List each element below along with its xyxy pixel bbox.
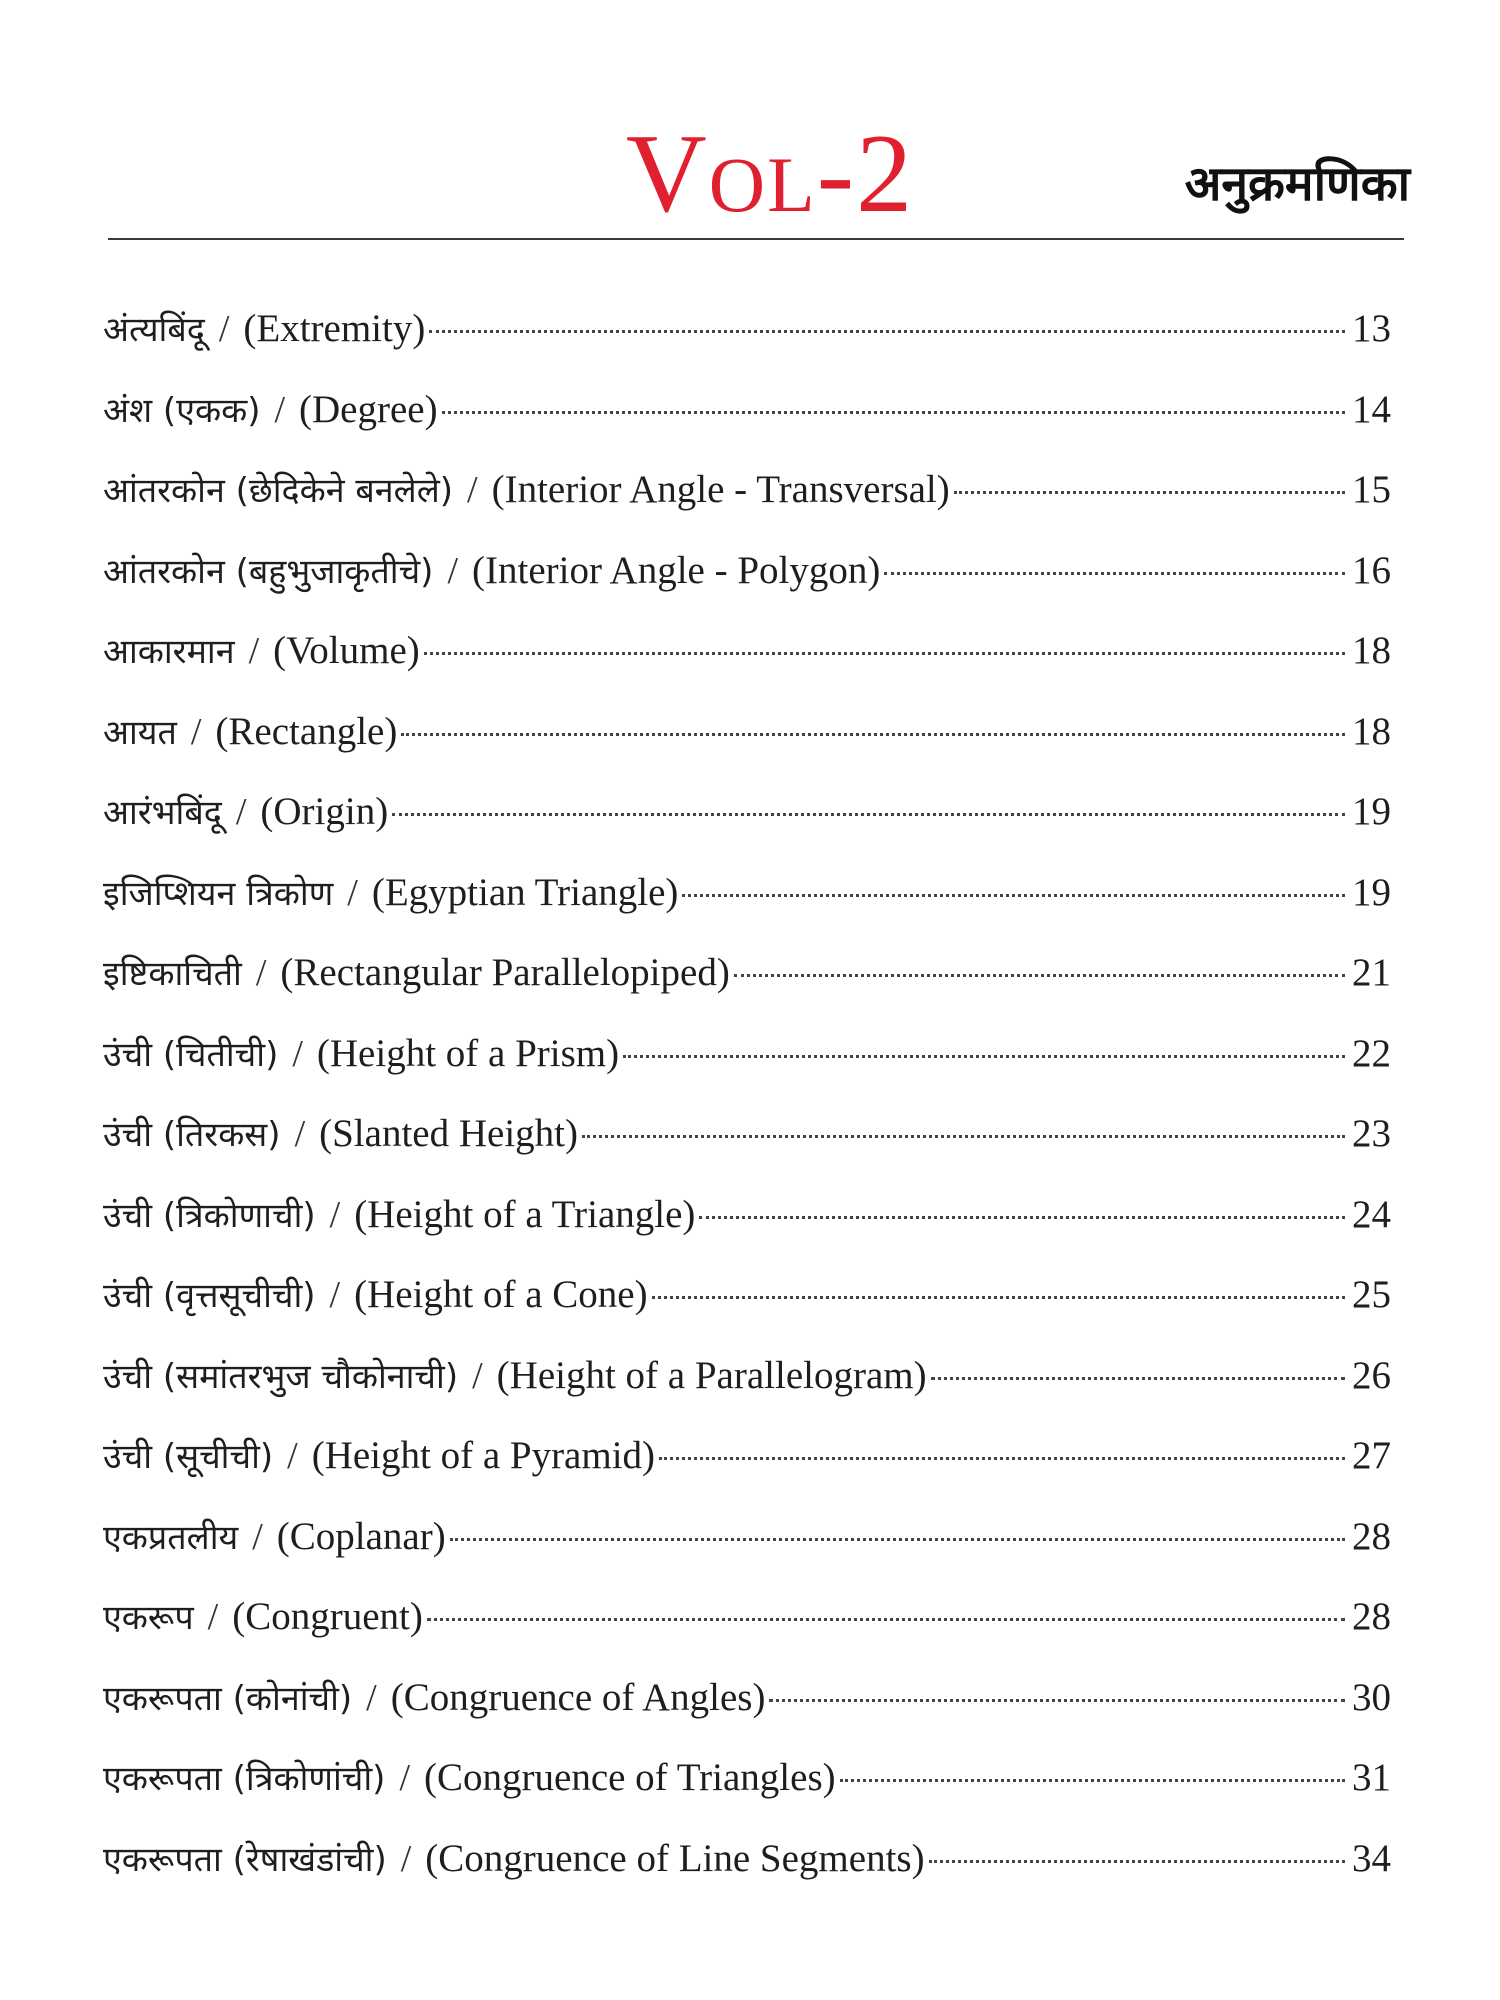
entry-marathi-term: आंतरकोन (बहुभुजाकृतीचे) [103, 551, 434, 592]
entry-page-number: 28 [1352, 1514, 1391, 1558]
dot-leader [401, 733, 1345, 736]
entry-english-term: (Extremity) [243, 307, 426, 350]
toc-entry [103, 1432, 1391, 1513]
entry-marathi-term: आयत [103, 712, 177, 753]
entry-marathi-term: एकरूप [103, 1598, 194, 1638]
entry-page-number: 24 [1352, 1192, 1391, 1236]
entry-english-term: (Congruence of Triangles) [424, 1756, 836, 1799]
entry-english-term: (Height of a Parallelogram) [496, 1353, 927, 1397]
dot-leader [682, 894, 1345, 897]
entry-page-number: 18 [1352, 629, 1391, 672]
entry-page-number: 16 [1352, 548, 1391, 592]
toc-entry [103, 1674, 1391, 1755]
entry-marathi-term: उंची (चितीची) [103, 1034, 279, 1075]
toc-entry [103, 1271, 1391, 1352]
entry-page-number: 26 [1352, 1353, 1391, 1397]
dot-leader [954, 491, 1345, 494]
dot-leader [450, 1538, 1345, 1541]
dot-leader [884, 572, 1345, 575]
entry-page-number: 13 [1352, 307, 1391, 350]
entry-english-term: (Congruent) [232, 1595, 423, 1638]
entry-marathi-term: उंची (वृत्तसूचीची) [103, 1276, 316, 1316]
entry-separator: / [248, 630, 260, 672]
entry-separator: / [190, 710, 202, 753]
dot-leader [429, 330, 1345, 333]
entry-marathi-term: एकरूपता (रेषाखंडांची) [103, 1839, 387, 1880]
entry-page-number: 21 [1352, 951, 1391, 994]
entry-english-term: (Height of a Cone) [354, 1273, 648, 1316]
toc-entry [103, 1593, 1391, 1674]
entry-page-number: 30 [1352, 1675, 1391, 1719]
toc-entry [103, 1835, 1391, 1916]
entry-separator: / [366, 1676, 377, 1719]
entry-separator: / [292, 1032, 303, 1075]
toc-entry [103, 869, 1391, 950]
entry-english-term: (Height of a Pyramid) [311, 1434, 656, 1477]
toc-entry [103, 949, 1391, 1030]
entry-separator: / [235, 791, 247, 833]
entry-page-number: 22 [1352, 1031, 1391, 1075]
entry-english-term: (Origin) [260, 790, 389, 833]
entry-separator: / [207, 1596, 219, 1638]
entry-marathi-term: एकरूपता (त्रिकोणांची) [103, 1759, 386, 1799]
entry-marathi-term: आरंभबिंदू [103, 793, 222, 833]
entry-english-term: (Volume) [273, 629, 420, 672]
entry-english-term: (Egyptian Triangle) [371, 870, 679, 914]
entry-page-number: 27 [1352, 1434, 1391, 1477]
entry-marathi-term: इष्टिकाचिती [103, 954, 242, 994]
entry-english-term: (Height of a Triangle) [354, 1192, 696, 1236]
entry-separator: / [347, 871, 358, 914]
entry-separator: / [252, 1515, 263, 1558]
entry-marathi-term: आकारमान [103, 632, 235, 672]
entry-separator: / [467, 469, 478, 511]
entry-english-term: (Congruence of Line Segments) [425, 1836, 925, 1880]
entry-page-number: 19 [1352, 790, 1391, 833]
entry-marathi-term: आंतरकोन (छेदिकेने बनलेले) [103, 471, 454, 511]
dot-leader [734, 974, 1345, 977]
entry-page-number: 34 [1352, 1836, 1391, 1880]
index-heading: अनुक्रमणिका [1184, 156, 1410, 212]
dot-leader [392, 813, 1345, 816]
entry-page-number: 14 [1352, 387, 1391, 431]
entry-marathi-term: इजिप्शियन त्रिकोण [103, 873, 334, 914]
entry-separator: / [447, 549, 459, 592]
entry-page-number: 15 [1352, 468, 1391, 511]
dot-leader [659, 1457, 1345, 1460]
entry-separator: / [329, 1193, 341, 1236]
dot-leader [424, 652, 1345, 655]
entry-page-number: 28 [1352, 1595, 1391, 1638]
dot-leader [840, 1779, 1345, 1782]
entry-marathi-term: उंची (सूचीची) [103, 1437, 274, 1477]
entry-separator: / [329, 1274, 341, 1316]
entry-separator: / [472, 1354, 483, 1397]
entry-marathi-term: उंची (त्रिकोणाची) [103, 1195, 316, 1236]
entry-english-term: (Interior Angle - Transversal) [491, 468, 950, 511]
entry-marathi-term: उंची (समांतरभुज चौकोनाची) [103, 1356, 459, 1397]
entry-marathi-term: एकरूपता (कोनांची) [103, 1678, 353, 1719]
entry-page-number: 23 [1352, 1112, 1391, 1155]
entry-marathi-term: उंची (तिरकस) [103, 1115, 281, 1155]
dot-leader [769, 1699, 1345, 1702]
dot-leader [582, 1135, 1345, 1138]
entry-separator: / [399, 1757, 411, 1799]
entry-english-term: (Rectangular Parallelopiped) [280, 951, 730, 994]
entry-separator: / [255, 952, 267, 994]
entry-marathi-term: अंत्यबिंदू [103, 310, 205, 350]
toc-entry [103, 627, 1391, 708]
toc-entry [103, 305, 1391, 386]
entry-page-number: 19 [1352, 870, 1391, 914]
toc-entry [103, 788, 1391, 869]
entry-marathi-term: एकप्रतलीय [103, 1517, 239, 1558]
entry-english-term: (Rectangle) [215, 709, 398, 753]
entry-separator: / [400, 1837, 412, 1880]
entry-separator: / [218, 308, 230, 350]
dot-leader [442, 411, 1345, 414]
toc-entry [103, 1513, 1391, 1594]
toc-entry [103, 708, 1391, 789]
header-divider [108, 238, 1404, 240]
entry-page-number: 18 [1352, 709, 1391, 753]
toc-entry [103, 1110, 1391, 1191]
toc-entry [103, 1030, 1391, 1111]
dot-leader [427, 1618, 1345, 1621]
entry-separator: / [287, 1435, 298, 1477]
entry-english-term: (Slanted Height) [319, 1112, 578, 1155]
dot-leader [623, 1055, 1345, 1058]
dot-leader [931, 1377, 1345, 1380]
dot-leader [699, 1216, 1345, 1219]
entry-separator: / [274, 388, 286, 431]
entry-english-term: (Coplanar) [276, 1514, 446, 1558]
entry-english-term: (Degree) [299, 387, 438, 431]
dot-leader [929, 1860, 1345, 1863]
toc-entry [103, 1754, 1391, 1835]
toc-entry [103, 1352, 1391, 1433]
entry-separator: / [294, 1113, 306, 1155]
toc-entry [103, 547, 1391, 628]
toc-entry [103, 1191, 1391, 1272]
entry-english-term: (Interior Angle - Polygon) [472, 548, 881, 592]
entry-page-number: 25 [1352, 1273, 1391, 1316]
entry-marathi-term: अंश (एकक) [103, 390, 261, 431]
volume-title: Vol-2 [625, 112, 915, 236]
toc-entry [103, 386, 1391, 467]
toc-list [103, 305, 1391, 1915]
entry-english-term: (Congruence of Angles) [390, 1675, 766, 1719]
dot-leader [652, 1296, 1345, 1299]
toc-entry [103, 466, 1391, 547]
entry-english-term: (Height of a Prism) [316, 1031, 620, 1075]
entry-page-number: 31 [1352, 1756, 1391, 1799]
